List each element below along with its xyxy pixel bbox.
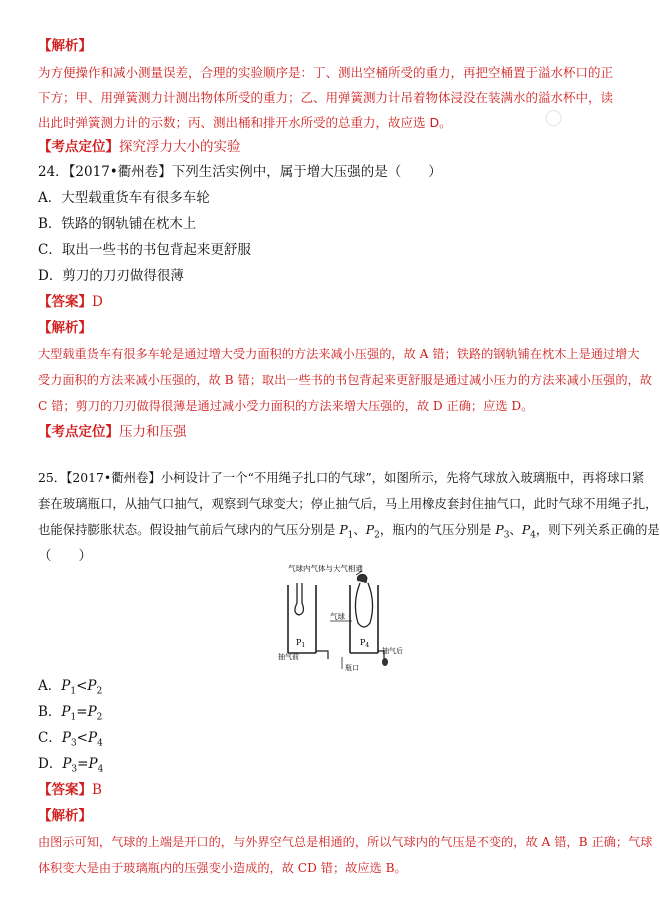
q25-answer-row <box>38 781 102 799</box>
opt-a: P <box>62 756 72 772</box>
opt-bs: 4 <box>97 764 104 775</box>
q25-stem-line-3-text: 也能保持膨胀状态。假设抽气前后气球内的气压分别是 <box>38 522 336 537</box>
opt-b: P <box>88 756 98 772</box>
label-balloon: 气球 <box>330 612 345 621</box>
balloon-mouth-knot <box>357 574 367 583</box>
answer-tag: 【答案】 <box>38 782 92 798</box>
q24-option-d: D．剪刀的刀刃做得很薄 <box>38 268 184 284</box>
opt-label: B． <box>38 704 62 720</box>
opt-op: = <box>77 756 89 772</box>
opt-a: P <box>61 678 71 694</box>
opt-as: 3 <box>70 738 77 749</box>
opt-bs: 2 <box>96 686 103 697</box>
tail: ，则下列关系正确的是 <box>535 522 660 537</box>
sub-4: 4 <box>530 530 536 541</box>
opt-b: P <box>87 704 97 720</box>
q25-paren: （ ） <box>38 548 92 564</box>
label-after: 抽气后 <box>382 647 403 655</box>
sub-2: 2 <box>374 530 380 541</box>
opt-a: P <box>61 704 71 720</box>
label-p1: $P_1$ <box>296 638 306 649</box>
opt-label: A． <box>38 678 62 694</box>
q24-option-a: A．大型载重货车有很多车轮 <box>38 190 210 206</box>
q24-option-c: C．取出一些书的书包背起来更舒服 <box>38 242 251 258</box>
q24-option-b: B．铁路的钢轨铺在枕木上 <box>38 216 197 232</box>
figure-svg <box>270 563 430 673</box>
label-mouth: 瓶口 <box>345 664 359 672</box>
opt-b: P <box>87 730 98 746</box>
answer-tag: 【答案】 <box>38 294 92 310</box>
label-before: 抽气前 <box>278 653 299 661</box>
left-balloon <box>295 583 304 615</box>
q25-analysis-tag: 【解析】 <box>38 808 92 824</box>
q24-answer-row <box>38 293 103 311</box>
opt-op: = <box>76 704 88 720</box>
q24-kp-text: 压力和压强 <box>119 424 187 440</box>
opt-label: D． <box>38 756 63 772</box>
sub-3: 3 <box>503 530 510 541</box>
label-top: 气球内气体与大气相通 <box>288 564 363 573</box>
q24-stem: 24．【2017•衢州卷】下列生活实例中，属于增大压强的是（ ） <box>38 164 442 180</box>
opt-as: 3 <box>71 764 78 775</box>
q25-option-c <box>38 729 103 753</box>
opt-as: 1 <box>70 686 77 697</box>
sep2: 、 <box>509 522 522 537</box>
prev-analysis-line-3: 出此时弹簧测力计的示数；丙、测出桶和排开水所受的总重力，故应选 D。 <box>38 115 452 130</box>
q25-answer: B <box>92 782 102 798</box>
opt-bs: 4 <box>97 738 103 749</box>
q25-option-b <box>38 703 102 727</box>
opt-bs: 2 <box>96 712 103 723</box>
q25-stem-line-2: 套在玻璃瓶口，从抽气口抽气，观察到气球变大；停止抽气后，马上用橡皮套封住抽气口，此时气球不用绳子扎， <box>38 496 658 511</box>
q24-kp-row <box>38 423 187 441</box>
sep: 、 <box>353 522 366 537</box>
label-p4: $P_4$ <box>360 638 370 649</box>
q24-analysis-line-3: C 错；剪刀的刀刃做得很薄是通过减小受力面积的方法来增大压强的，故 D 正确；应选 D。 <box>38 399 534 413</box>
q24-analysis-line-1: 大型载重货车有很多车轮是通过增大受力面积的方法来减小压强的，故 A 错；铁路的钢轨铺在枕木上是通过增大 <box>38 347 640 361</box>
prev-analysis-line-2: 下方；甲、用弹簧测力计测出物体所受的重力；乙、用弹簧测力计吊着物体浸没在装满水的溢水杯中，读 <box>38 90 614 105</box>
rubber-plug <box>382 658 388 666</box>
analysis-tag: 【解析】 <box>38 38 92 54</box>
q24-analysis-tag: 【解析】 <box>38 320 92 336</box>
mid: ，瓶内的气压分别是 <box>379 522 496 537</box>
kp-tag: 【考点定位】 <box>38 139 119 155</box>
var-p3: P <box>495 522 504 537</box>
var-p1: P <box>339 522 348 537</box>
q25-stem-line-1: 25．【2017•衢州卷】小柯设计了一个“不用绳子扎口的气球”，如图所示，先将气球放入玻璃瓶中，再将球口紧 <box>38 470 645 485</box>
balloon-bottle-figure <box>270 563 430 677</box>
q25-analysis-line-1: 由图示可知，气球的上端是开口的，与外界空气总是相通的，所以气球内的气压是不变的，故 A 错，B 正确；气球 <box>38 835 653 849</box>
opt-a: P <box>61 730 71 746</box>
sub-1: 1 <box>347 530 354 541</box>
opt-label: C． <box>38 730 62 746</box>
prev-analysis-line-1: 为方便操作和减小测量误差，合理的实验顺序是：丁、测出空桶所受的重力，再把空桶置于溢水杯口的正 <box>38 65 614 80</box>
opt-as: 1 <box>70 712 77 723</box>
q25-stem-line-3 <box>38 521 660 544</box>
q25-analysis-line-2: 体积变大是由于玻璃瓶内的压强变小造成的，故 CD 错；故应选 B。 <box>38 861 407 875</box>
prev-kp-row <box>38 138 241 156</box>
opt-op: < <box>76 678 88 694</box>
var-p4: P <box>521 522 531 537</box>
q24-analysis-line-2: 受力面积的方法来减小压强的，故 B 错；取出一些书的书包背起来更舒服是通过减小压力的方法来减小压强的，故 <box>38 373 652 387</box>
kp-tag: 【考点定位】 <box>38 424 119 440</box>
opt-op: < <box>76 730 88 746</box>
opt-b: P <box>87 678 97 694</box>
right-balloon <box>355 583 372 627</box>
left-outlet-tube <box>316 651 328 659</box>
q24-answer: D <box>92 294 103 310</box>
q25-option-d <box>38 755 103 779</box>
q25-option-a <box>38 677 102 701</box>
var-p2: P <box>365 522 375 537</box>
prev-kp-text: 探究浮力大小的实验 <box>119 139 241 155</box>
